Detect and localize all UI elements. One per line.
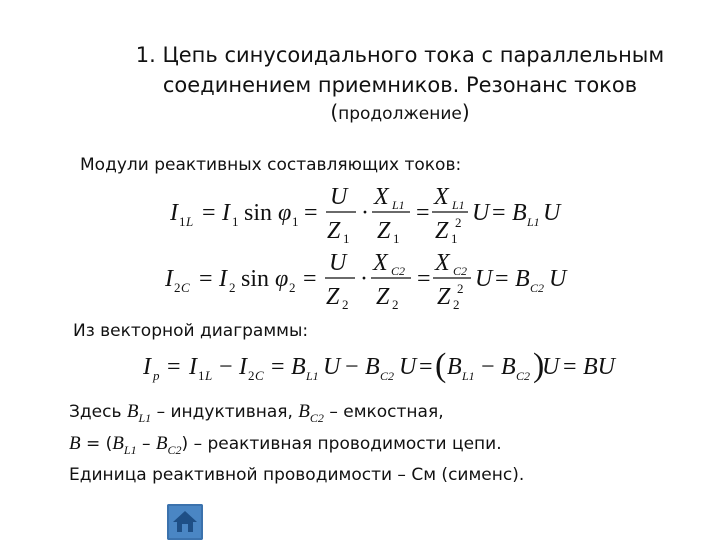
- svg-text:=: =: [271, 354, 285, 380]
- svg-text:Z: Z: [377, 218, 391, 244]
- svg-text:2: 2: [174, 280, 181, 295]
- var-b: B: [69, 433, 81, 454]
- svg-text:Z: Z: [437, 284, 451, 310]
- svg-text:2: 2: [455, 215, 462, 230]
- svg-text:=: =: [419, 354, 433, 380]
- slide-title: [120, 40, 680, 100]
- explain-line1-mid: – индуктивная,: [156, 402, 293, 422]
- svg-text:−: −: [481, 354, 495, 380]
- slide-title-line2: соединением приемников. Резонанс токов: [162, 73, 638, 97]
- home-button[interactable]: [167, 504, 203, 540]
- vector-diagram-label: Из векторной диаграммы:: [73, 321, 309, 341]
- svg-text:I: I: [143, 354, 151, 380]
- home-icon: [172, 509, 198, 533]
- slide-subtitle: [120, 100, 680, 126]
- svg-text:Z: Z: [435, 218, 449, 244]
- svg-text:L1: L1: [462, 369, 475, 383]
- svg-text:X: X: [373, 250, 388, 276]
- svg-text:φ: φ: [275, 266, 289, 292]
- svg-text:2: 2: [392, 297, 399, 312]
- svg-text:sin: sin: [241, 266, 270, 292]
- svg-text:U: U: [330, 184, 348, 210]
- explain-line2: [69, 431, 502, 463]
- svg-text:sin: sin: [244, 200, 273, 226]
- explain-line3: Единица реактивной проводимости – См (сименс).: [69, 465, 525, 485]
- svg-text:−: −: [219, 354, 233, 380]
- var-bl1-2: $B_{L1}$: [112, 433, 137, 457]
- svg-text:C: C: [255, 368, 264, 383]
- svg-text:L: L: [186, 214, 194, 229]
- svg-text:=: =: [199, 266, 213, 292]
- svg-text:2: 2: [453, 297, 460, 312]
- svg-text:L1: L1: [527, 215, 540, 229]
- svg-text:=: =: [167, 354, 181, 380]
- svg-text:C2: C2: [380, 369, 395, 383]
- svg-text:BU: BU: [583, 354, 615, 380]
- svg-text:−: −: [345, 354, 359, 380]
- svg-text:): ): [533, 347, 545, 384]
- svg-text:C2: C2: [530, 281, 545, 295]
- svg-text:=: =: [202, 200, 216, 226]
- svg-text:2: 2: [289, 280, 296, 295]
- svg-text:·: ·: [361, 200, 369, 226]
- svg-text:1: 1: [343, 231, 350, 246]
- explain-line1: [69, 399, 444, 431]
- svg-text:=: =: [304, 200, 318, 226]
- svg-text:U: U: [399, 354, 417, 380]
- svg-text:I: I: [165, 266, 173, 292]
- svg-text:B: B: [512, 200, 527, 226]
- svg-text:I: I: [219, 266, 227, 292]
- svg-text:1: 1: [451, 231, 458, 246]
- svg-text:X: X: [374, 184, 389, 210]
- svg-text:L1: L1: [452, 198, 465, 212]
- svg-text:C: C: [181, 280, 190, 295]
- svg-text:Z: Z: [376, 284, 390, 310]
- var-bc2: $B_{C2}$: [298, 401, 324, 425]
- svg-text:Z: Z: [327, 218, 341, 244]
- svg-text:=: =: [563, 354, 577, 380]
- svg-text:I: I: [239, 354, 247, 380]
- subtitle-open-paren: (: [330, 100, 339, 124]
- explain-line2-suffix: ) – реактивная проводимости цепи.: [181, 434, 502, 454]
- svg-text:1: 1: [393, 231, 400, 246]
- svg-text:U: U: [543, 200, 561, 226]
- svg-text:C2: C2: [516, 369, 531, 383]
- svg-text:C2: C2: [391, 264, 406, 278]
- equation-i1l: [170, 180, 590, 246]
- svg-text:X: X: [435, 250, 450, 276]
- svg-text:=: =: [495, 266, 509, 292]
- explain-line2-minus: –: [142, 434, 151, 454]
- svg-text:1: 1: [198, 368, 205, 383]
- svg-text:C2: C2: [453, 264, 468, 278]
- svg-text:B: B: [291, 354, 306, 380]
- moduli-label: Модули реактивных составляющих токов:: [80, 155, 462, 175]
- equation-ip: [143, 346, 623, 390]
- svg-text:B: B: [515, 266, 530, 292]
- subtitle-text: продолжение: [338, 104, 462, 124]
- equation-i2c: [165, 246, 595, 312]
- svg-text:=: =: [416, 200, 430, 226]
- svg-text:1: 1: [292, 214, 299, 229]
- explain-line1-prefix: Здесь: [69, 402, 122, 422]
- svg-text:I: I: [189, 354, 197, 380]
- svg-text:=: =: [492, 200, 506, 226]
- svg-text:L1: L1: [306, 369, 319, 383]
- svg-text:2: 2: [342, 297, 349, 312]
- svg-text:L1: L1: [392, 198, 405, 212]
- svg-text:B: B: [365, 354, 380, 380]
- svg-text:U: U: [542, 354, 560, 380]
- var-bc2-2: $B_{C2}$: [155, 433, 182, 457]
- svg-text:U: U: [475, 266, 493, 292]
- svg-text:φ: φ: [278, 200, 292, 226]
- svg-text:B: B: [447, 354, 462, 380]
- svg-text:U: U: [472, 200, 490, 226]
- svg-text:1: 1: [179, 214, 186, 229]
- svg-text:Z: Z: [326, 284, 340, 310]
- explain-line1-suffix: – емкостная,: [329, 402, 444, 422]
- svg-text:2: 2: [229, 280, 236, 295]
- slide-title-line1: 1. Цепь синусоидального тока с параллельным: [135, 43, 665, 67]
- svg-text:(: (: [435, 347, 447, 384]
- var-bl1: $B_{L1}$: [126, 401, 152, 425]
- svg-text:2: 2: [457, 281, 464, 296]
- svg-text:I: I: [170, 200, 178, 226]
- svg-text:1: 1: [232, 214, 239, 229]
- svg-text:p: p: [153, 368, 160, 383]
- svg-text:·: ·: [360, 266, 368, 292]
- subtitle-close-paren: ): [461, 100, 470, 124]
- svg-text:U: U: [329, 250, 347, 276]
- svg-text:I: I: [222, 200, 230, 226]
- svg-text:2: 2: [248, 368, 255, 383]
- svg-text:B: B: [501, 354, 516, 380]
- svg-text:=: =: [303, 266, 317, 292]
- svg-text:U: U: [549, 266, 567, 292]
- svg-text:X: X: [434, 184, 449, 210]
- svg-text:U: U: [323, 354, 341, 380]
- explain-line2-eq: = (: [86, 434, 113, 454]
- svg-text:=: =: [417, 266, 431, 292]
- svg-text:L: L: [205, 368, 213, 383]
